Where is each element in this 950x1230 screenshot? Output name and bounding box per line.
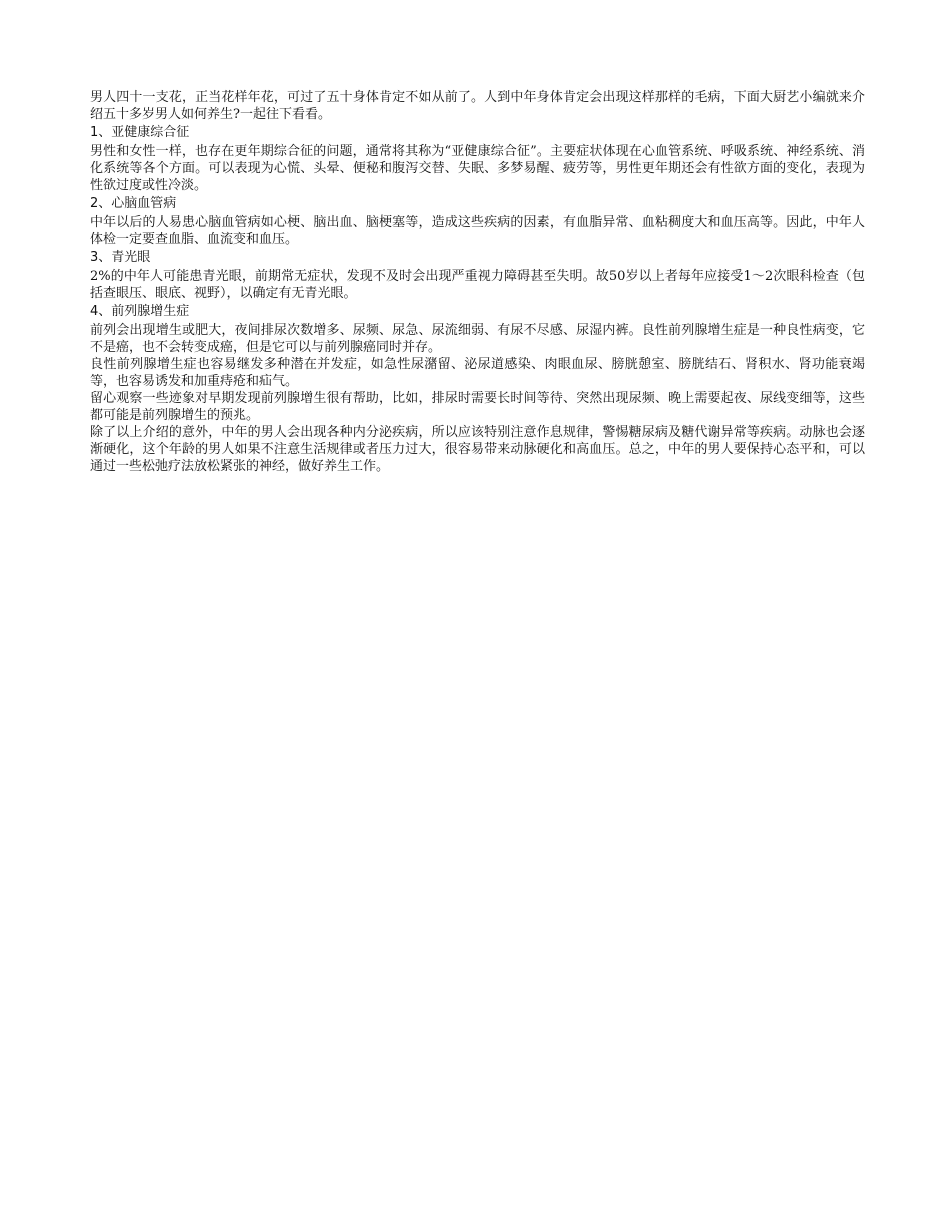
section-3-paragraph-1: 2%的中年人可能患青光眼，前期常无症状，发现不及时会出现严重视力障碍甚至失明。故50岁以上者每年应接受1～2次眼科检查（包括查眼压、眼底、视野），以确定有无青光眼。 xyxy=(90,269,865,301)
closing-paragraph: 除了以上介绍的意外，中年的男人会出现各种内分泌疾病，所以应该特别注意作息规律，警惕糖尿病及糖代谢异常等疾病。动脉也会逐渐硬化，这个年龄的男人如果不注意生活规律或者压力过大，很容易带来动脉硬化和高血压。总之，中年的男人要保持心态平和，可以通过一些松弛疗法放松紧张的神经，做好养生工作。 xyxy=(90,425,865,474)
section-heading-2: 2、心脑血管病 xyxy=(90,196,177,211)
section-1-paragraph-1: 男性和女性一样，也存在更年期综合征的问题，通常将其称为“亚健康综合征”。主要症状体现在心血管系统、呼吸系统、神经系统、消化系统等各个方面。可以表现为心慌、头晕、便秘和腹泻交替、失眠、多梦易醒、疲劳等，男性更年期还会有性欲方面的变化，表现为性欲过度或性冷淡。 xyxy=(90,144,865,193)
section-heading-1: 1、亚健康综合征 xyxy=(90,125,190,140)
document-page xyxy=(90,89,865,475)
section-heading-3: 3、青光眼 xyxy=(90,250,151,265)
section-4-paragraph-2: 良性前列腺增生症也容易继发多种潜在并发症，如急性尿潴留、泌尿道感染、肉眼血尿、膀胱憩室、膀胱结石、肾积水、肾功能衰竭等，也容易诱发和加重痔疮和疝气。 xyxy=(90,357,865,389)
section-heading-4: 4、前列腺增生症 xyxy=(90,304,190,319)
intro-paragraph: 男人四十一支花，正当花样年花，可过了五十身体肯定不如从前了。人到中年身体肯定会出现这样那样的毛病，下面大厨艺小编就来介绍五十多岁男人如何养生?一起往下看看。 xyxy=(90,90,865,122)
section-2-paragraph-1: 中年以后的人易患心脑血管病如心梗、脑出血、脑梗塞等，造成这些疾病的因素，有血脂异常、血粘稠度大和血压高等。因此，中年人体检一定要查血脂、血流变和血压。 xyxy=(90,215,865,247)
section-4-paragraph-3: 留心观察一些迹象对早期发现前列腺增生很有帮助，比如，排尿时需要长时间等待、突然出现尿频、晚上需要起夜、尿线变细等，这些都可能是前列腺增生的预兆。 xyxy=(90,391,865,423)
section-4-paragraph-1: 前列会出现增生或肥大，夜间排尿次数增多、尿频、尿急、尿流细弱、有尿不尽感、尿湿内裤。良性前列腺增生症是一种良性病变，它不是癌，也不会转变成癌，但是它可以与前列腺癌同时并存。 xyxy=(90,323,865,355)
